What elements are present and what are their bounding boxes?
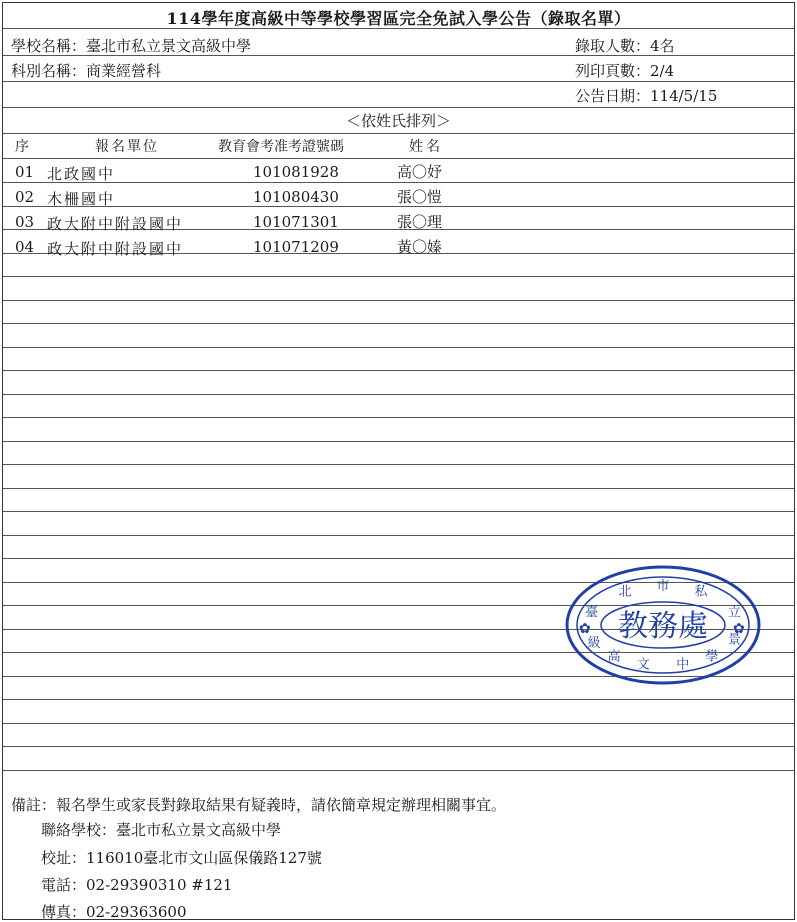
rule-line bbox=[3, 107, 794, 108]
row-unit: 政大附中附設國中 bbox=[47, 215, 184, 233]
stamp-ring-char: 市 bbox=[656, 579, 670, 594]
stamp-ring-char: 中 bbox=[676, 657, 690, 673]
rule-line bbox=[3, 464, 794, 465]
rule-line bbox=[3, 394, 794, 395]
row-seq: 04 bbox=[15, 238, 35, 256]
row-exam-number: 101080430 bbox=[253, 188, 339, 206]
row-seq: 03 bbox=[15, 213, 35, 231]
row-name: 張〇理 bbox=[397, 213, 443, 231]
stamp-ring-char: 立 bbox=[727, 605, 741, 621]
rule-line bbox=[3, 300, 794, 301]
announcement-sheet bbox=[2, 2, 795, 920]
header-seq: 序 bbox=[15, 139, 29, 155]
row-unit: 木柵國中 bbox=[47, 190, 116, 208]
rule-line bbox=[3, 699, 794, 700]
flower-icon: ✿ bbox=[579, 621, 591, 637]
row-unit: 北政國中 bbox=[47, 165, 116, 183]
row-seq: 01 bbox=[15, 163, 35, 181]
header-unit: 報名單位 bbox=[95, 139, 159, 155]
rule-line bbox=[3, 323, 794, 324]
stamp-ring-char: 北 bbox=[618, 584, 632, 600]
row-exam-number: 101071301 bbox=[253, 213, 339, 231]
row-seq: 02 bbox=[15, 188, 35, 206]
row-unit: 政大附中附設國中 bbox=[47, 240, 184, 258]
stamp-ring-char: 高 bbox=[607, 649, 621, 665]
rule-line bbox=[3, 158, 794, 159]
header-exam-number: 教育會考准考證號碼 bbox=[218, 139, 344, 155]
row-exam-number: 101071209 bbox=[253, 238, 339, 256]
page-title: 114學年度高級中等學校學習區完全免試入學公告（錄取名單） bbox=[166, 9, 631, 28]
official-stamp bbox=[563, 563, 763, 687]
row-name: 高〇妤 bbox=[397, 163, 443, 181]
sort-note: ＜依姓氏排列＞ bbox=[345, 112, 451, 130]
school-name: 學校名稱：臺北市私立景文高級中學 bbox=[11, 37, 252, 55]
flower-icon: ✿ bbox=[733, 621, 745, 637]
stamp-ring-char: 景 bbox=[727, 632, 741, 648]
school-address: 校址：116010臺北市文山區保儀路127號 bbox=[41, 849, 322, 867]
rule-line bbox=[3, 488, 794, 489]
rule-line bbox=[3, 370, 794, 371]
rule-line bbox=[3, 182, 794, 183]
rule-line bbox=[3, 81, 794, 82]
school-fax: 傳真：02-29363600 bbox=[41, 903, 187, 921]
contact-school: 聯絡學校：臺北市私立景文高級中學 bbox=[41, 821, 282, 839]
rule-line bbox=[3, 535, 794, 536]
rule-line bbox=[3, 133, 794, 134]
footer-note: 備註：報名學生或家長對錄取結果有疑義時，請依簡章規定辦理相關事宜。 bbox=[11, 796, 507, 814]
rule-line bbox=[3, 417, 794, 418]
row-exam-number: 101081928 bbox=[253, 163, 339, 181]
row-name: 張〇愷 bbox=[397, 188, 443, 206]
page-count: 列印頁數：2/4 bbox=[575, 62, 675, 80]
stamp-ring-char: 文 bbox=[636, 657, 650, 673]
row-name: 黃〇嫀 bbox=[397, 238, 443, 256]
stamp-ring-char: 臺 bbox=[585, 605, 599, 621]
stamp-ring-char: 級 bbox=[587, 635, 601, 651]
rule-line bbox=[3, 770, 794, 771]
stamp-ring-char: 學 bbox=[705, 649, 719, 665]
rule-line bbox=[3, 441, 794, 442]
rule-line bbox=[3, 746, 794, 747]
admitted-count: 錄取人數：4名 bbox=[575, 37, 675, 55]
stamp-center-text: 教務處 bbox=[618, 609, 708, 644]
school-phone: 電話：02-29390310 #121 bbox=[41, 876, 233, 894]
rule-line bbox=[3, 276, 794, 277]
header-name: 姓名 bbox=[409, 139, 443, 155]
rule-line bbox=[3, 511, 794, 512]
announce-date: 公告日期：114/5/15 bbox=[575, 87, 718, 105]
department-name: 科別名稱：商業經營科 bbox=[11, 62, 162, 80]
rule-line bbox=[3, 347, 794, 348]
rule-line bbox=[3, 723, 794, 724]
stamp-ring-char: 私 bbox=[694, 584, 708, 600]
rule-line bbox=[3, 558, 794, 559]
